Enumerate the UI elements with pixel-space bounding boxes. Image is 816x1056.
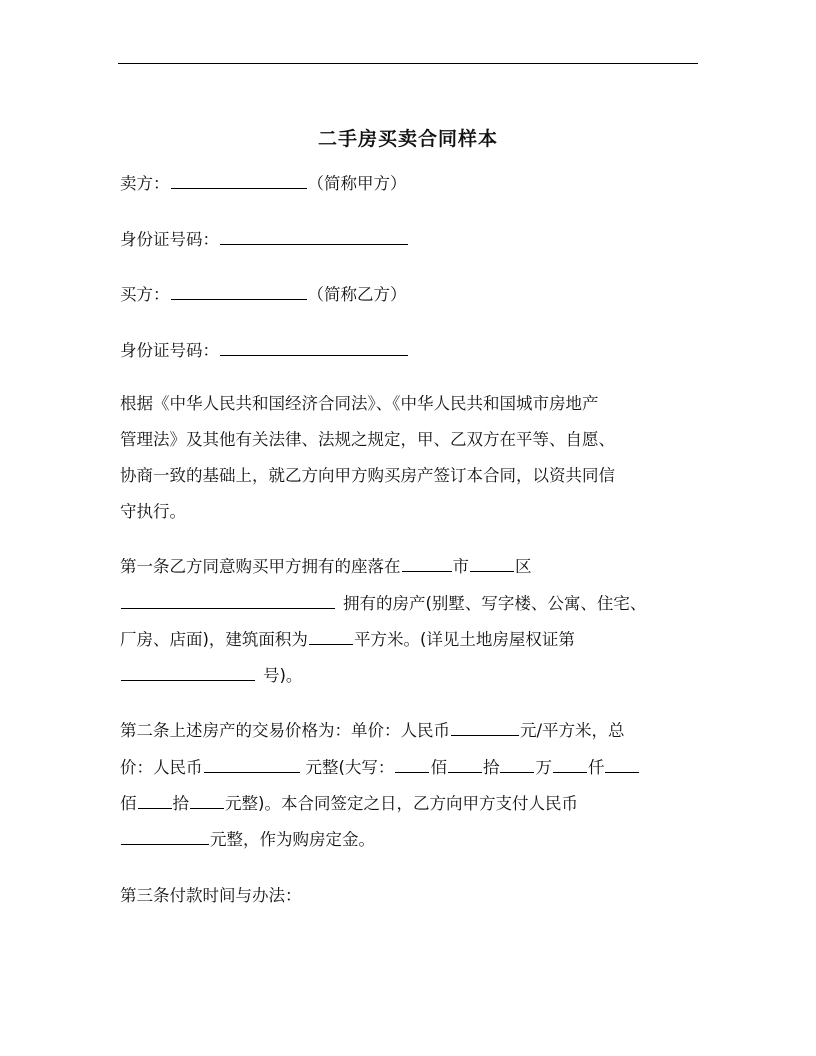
- district-blank: [470, 556, 514, 572]
- buyer-id-label: 身份证号码：: [120, 341, 219, 360]
- amount-blank: [190, 793, 224, 809]
- article2-line2: [120, 756, 640, 780]
- seller-suffix: （简称甲方）: [307, 174, 407, 193]
- city-blank: [402, 556, 452, 572]
- intro-line: 协商一致的基础上，就乙方向甲方购买房产签订本合同，以资共同信: [120, 466, 615, 485]
- amount-blank: [605, 757, 639, 773]
- unit-wan: 万: [535, 758, 552, 777]
- total-price-blank: [204, 757, 300, 773]
- unit-bai: 佰: [430, 758, 447, 777]
- seller-label: 卖方：: [120, 174, 170, 193]
- article1-text: 厂房、店面)，建筑面积为: [120, 630, 308, 649]
- article2-text: 元整(大写：: [305, 758, 395, 777]
- article1-line3: [120, 628, 575, 652]
- area-blank: [309, 629, 353, 645]
- seller-name-blank: [171, 173, 307, 189]
- article1-text: 平方米。(详见土地房屋权证第: [353, 630, 575, 649]
- article2-text: 第二条上述房产的交易价格为：单价：人民币: [120, 721, 450, 740]
- article1-text: 拥有的房产(别墅、写字楼、公寓、住宅、: [343, 594, 647, 613]
- article1-line1: [120, 555, 532, 579]
- intro-line: 根据《中华人民共和国经济合同法》、《中华人民共和国城市房地产: [120, 394, 599, 413]
- article2-text: 。本合同签定之日，乙方向甲方支付人民币: [264, 794, 578, 813]
- buyer-suffix: （简称乙方）: [307, 285, 407, 304]
- buyer-id-line: [120, 339, 409, 363]
- unit-yuanzheng: 元整): [225, 794, 265, 813]
- unit-bai: 佰: [120, 794, 137, 813]
- document-title: 二手房买卖合同样本: [317, 128, 498, 150]
- seller-line: [120, 172, 407, 196]
- buyer-line: [120, 283, 407, 307]
- unit-shi: 拾: [482, 758, 500, 777]
- article2-text: 价：人民币: [120, 758, 203, 777]
- deposit-blank: [121, 829, 209, 845]
- city-unit: 市: [452, 557, 469, 576]
- article2-line4: [120, 828, 375, 852]
- header-rule: [118, 63, 698, 64]
- article1-line4: [120, 664, 302, 688]
- unit-qian: 仟: [587, 758, 605, 777]
- buyer-label: 买方：: [120, 285, 170, 304]
- amount-blank: [553, 757, 587, 773]
- article1-text: 号)。: [263, 666, 303, 685]
- article2-text: 元/平方米，总: [520, 721, 625, 740]
- seller-id-label: 身份证号码：: [120, 230, 219, 249]
- article2-line3: [120, 792, 578, 816]
- amount-blank: [395, 757, 429, 773]
- district-unit: 区: [515, 557, 532, 576]
- intro-line: 守执行。: [120, 502, 186, 521]
- unit-shi: 拾: [172, 794, 189, 813]
- article3-heading: 第三条付款时间与办法：: [120, 886, 302, 905]
- article2-line1: [120, 719, 625, 743]
- amount-blank: [500, 757, 534, 773]
- article1-line2: [120, 592, 646, 616]
- article2-text: 元整，作为购房定金。: [210, 830, 375, 849]
- unit-price-blank: [451, 720, 519, 736]
- intro-line: 管理法》及其他有关法律、法规之规定，甲、乙双方在平等、自愿、: [120, 430, 615, 449]
- amount-blank: [138, 793, 172, 809]
- article1-text: 第一条乙方同意购买甲方拥有的座落在: [120, 557, 401, 576]
- buyer-name-blank: [171, 284, 307, 300]
- seller-id-line: [120, 228, 409, 252]
- buyer-id-blank: [220, 340, 408, 356]
- seller-id-blank: [220, 229, 408, 245]
- address-blank: [121, 593, 335, 609]
- amount-blank: [448, 757, 482, 773]
- certificate-number-blank: [121, 665, 255, 681]
